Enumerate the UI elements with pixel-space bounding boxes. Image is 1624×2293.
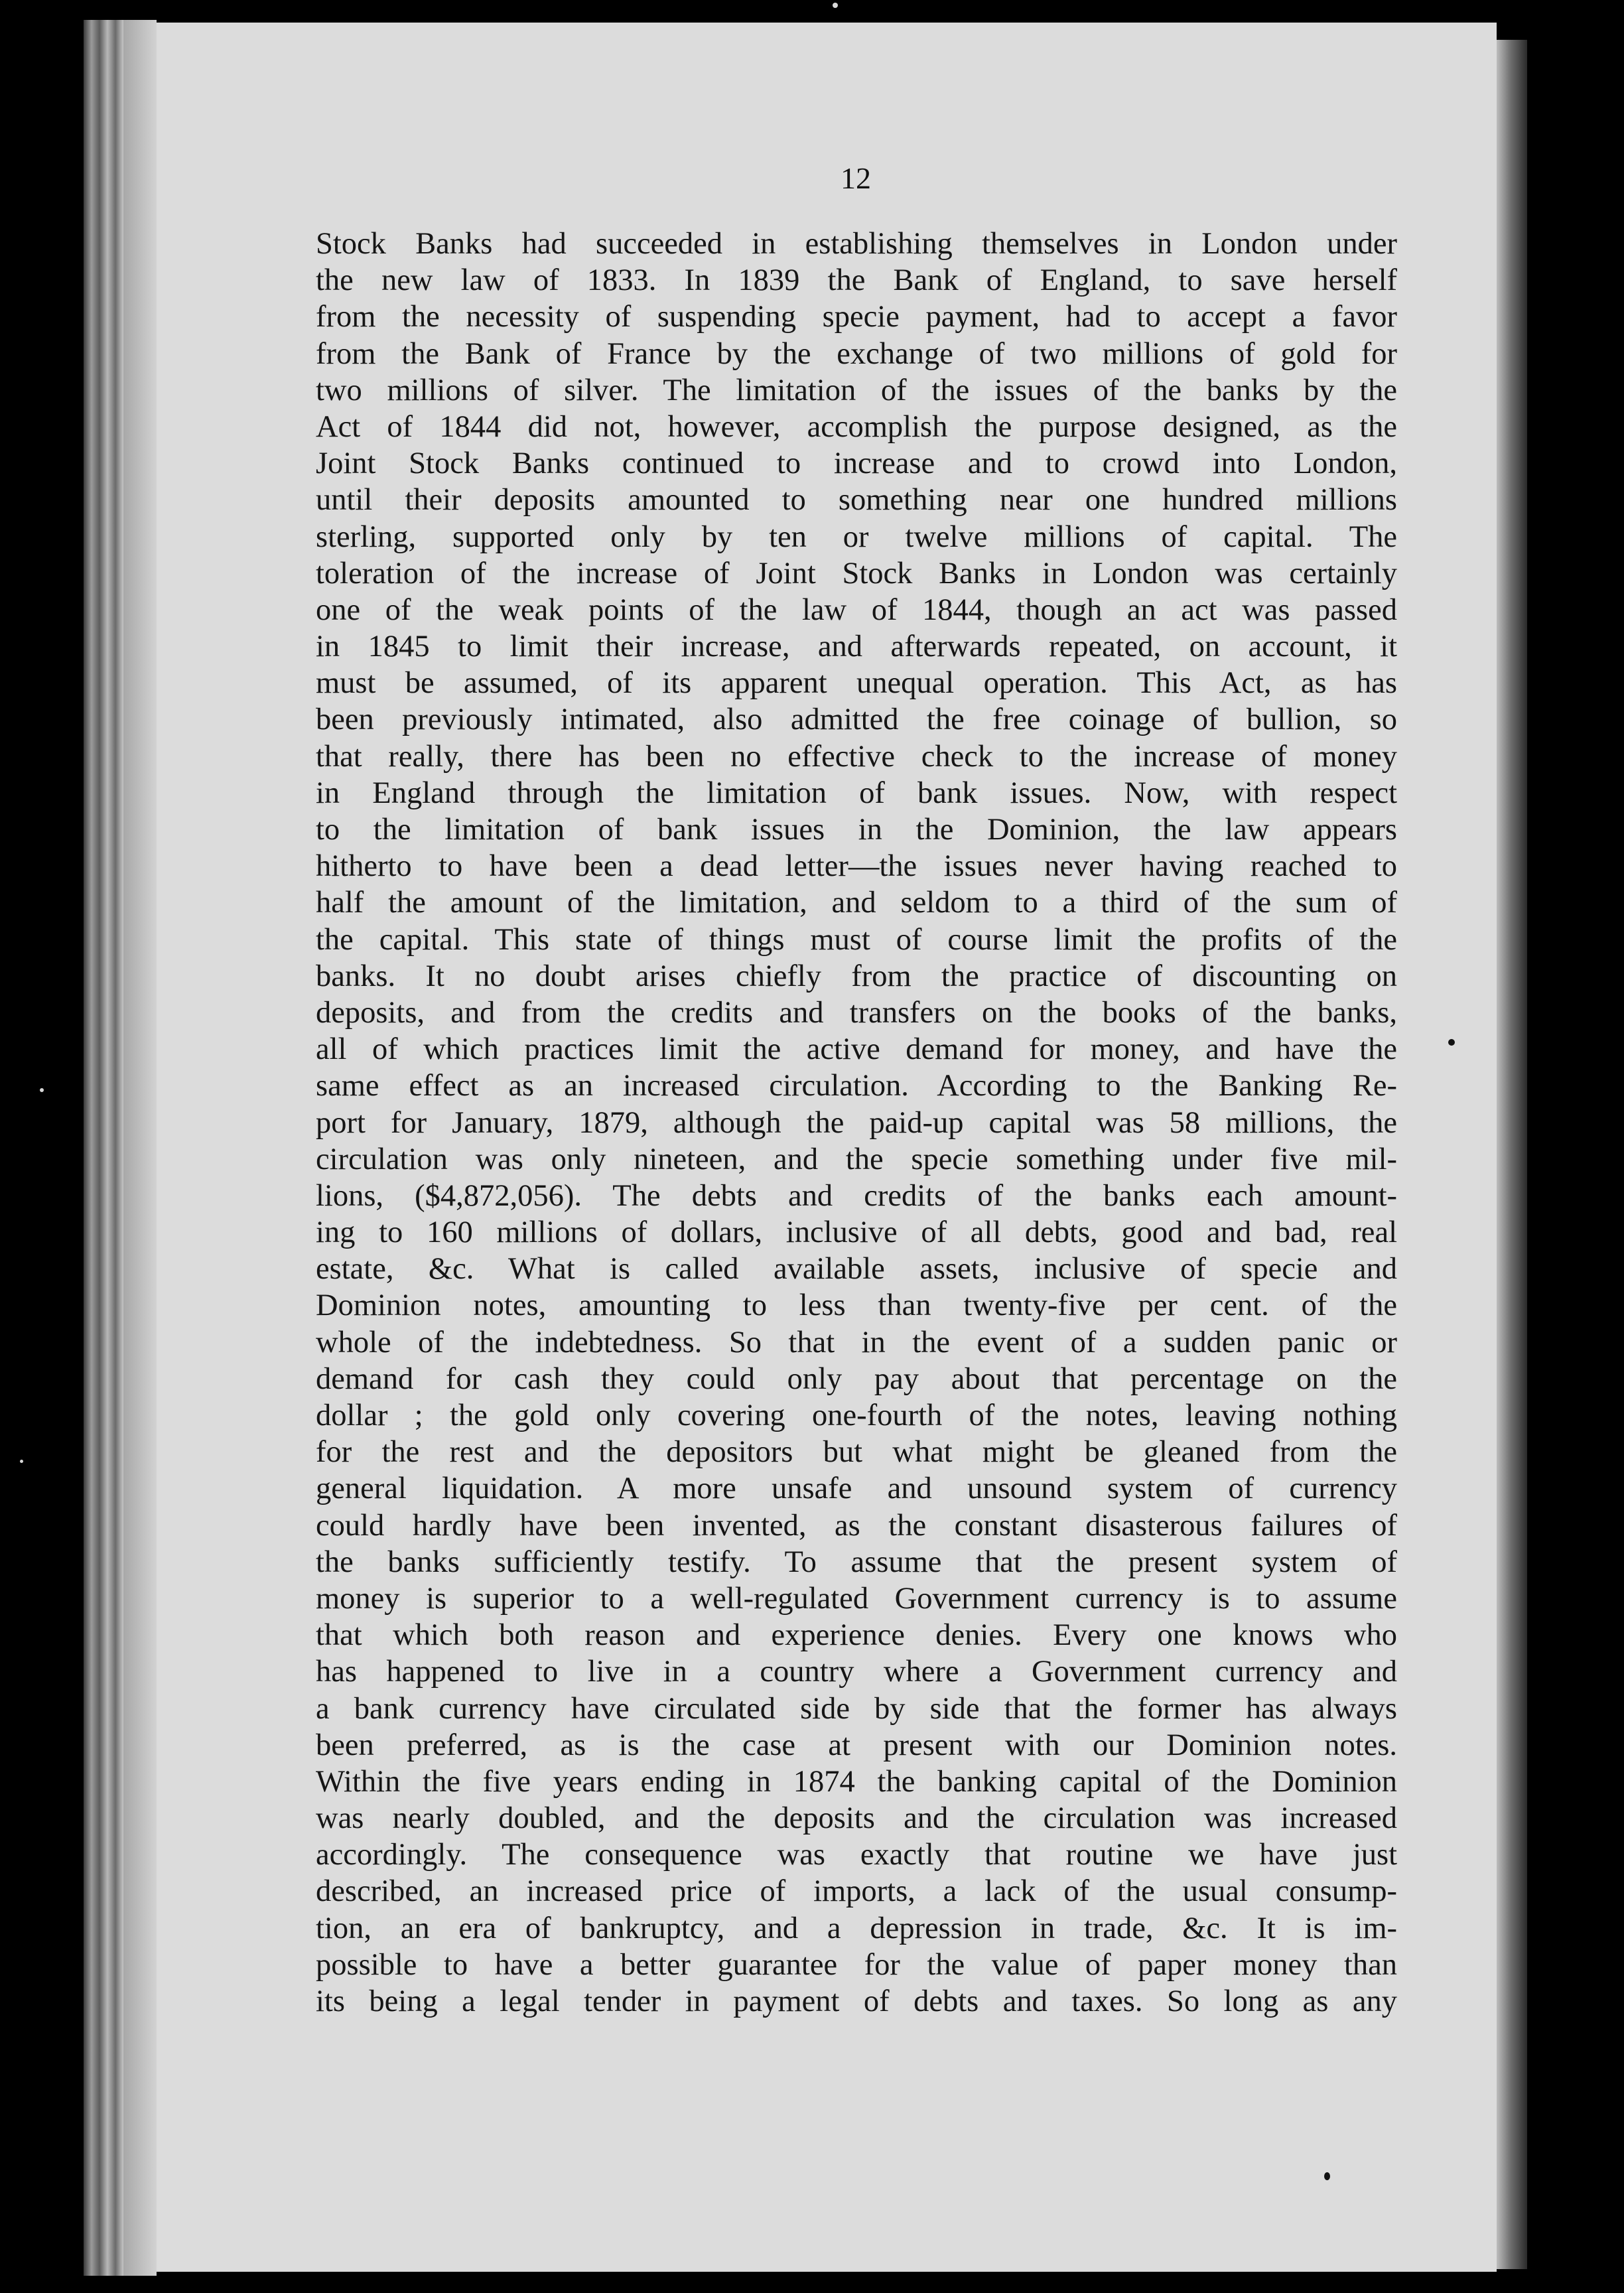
text-line: demand for cash they could only pay about that percentage on the xyxy=(316,1361,1397,1396)
text-line: must be assumed, of its apparent unequal operation. This Act, as has xyxy=(316,666,1397,701)
text-line: half the amount of the limitation, and seldom to a third of the sum of xyxy=(316,886,1397,920)
text-line: dollar ; the gold only covering one-fourth of the notes, leaving nothing xyxy=(316,1399,1397,1432)
scan-speck xyxy=(1448,1039,1455,1046)
text-line: Act of 1844 did not, however, accomplish the purpose designed, as the xyxy=(316,409,1397,444)
scan-speck xyxy=(833,3,838,8)
scan-speck xyxy=(1324,2172,1330,2180)
text-line: that which both reason and experience denies. Every one knows who xyxy=(316,1618,1397,1653)
text-line: port for January, 1879, although the paid-up capital was 58 millions, the xyxy=(316,1105,1397,1140)
text-line: has happened to live in a country where a Government currency and xyxy=(316,1655,1397,1689)
text-line: that really, there has been no effective check to the increase of money xyxy=(316,739,1397,774)
text-line: the banks sufficiently testify. To assume that the present system of xyxy=(316,1545,1397,1579)
text-line: possible to have a better guarantee for the value of paper money than xyxy=(316,1947,1397,1982)
text-line: in England through the limitation of bank issues. Now, with respect xyxy=(316,776,1397,810)
text-line: money is superior to a well-regulated Government currency is to assume xyxy=(316,1581,1397,1616)
scan-speck xyxy=(20,1460,23,1463)
page-edge-left xyxy=(84,20,123,2276)
text-line: tion, an era of bankruptcy, and a depression in trade, &c. It is im- xyxy=(316,1911,1397,1945)
text-line: its being a legal tender in payment of debts and taxes. So long as any xyxy=(316,1984,1397,2018)
text-line: accordingly. The consequence was exactly that routine we have just xyxy=(316,1838,1397,1872)
text-line: described, an increased price of imports, a lack of the usual consump- xyxy=(316,1874,1397,1909)
text-line: ing to 160 millions of dollars, inclusive of all debts, good and bad, real xyxy=(316,1216,1397,1250)
text-line: same effect as an increased circulation. According to the Banking Re- xyxy=(316,1069,1397,1103)
text-line: been preferred, as is the case at present with our Dominion notes. xyxy=(316,1728,1397,1762)
text-line: in 1845 to limit their increase, and afterwards repeated, on account, it xyxy=(316,630,1397,664)
text-line: sterling, supported only by ten or twelve millions of capital. The xyxy=(316,520,1397,554)
page-edge-right xyxy=(1497,40,1527,2269)
text-line: the capital. This state of things must of course limit the profits of the xyxy=(316,922,1397,957)
text-line: could hardly have been invented, as the constant disasterous failures of xyxy=(316,1508,1397,1543)
text-line: Joint Stock Banks continued to increase and to crowd into London, xyxy=(316,447,1397,481)
text-line: the new law of 1833. In 1839 the Bank of England, to save herself xyxy=(316,263,1397,298)
text-line: deposits, and from the credits and transfers on the books of the banks, xyxy=(316,995,1397,1030)
page-number: 12 xyxy=(841,161,871,195)
text-line: whole of the indebtedness. So that in the event of a sudden panic or xyxy=(316,1325,1397,1359)
scan-speck xyxy=(40,1088,44,1092)
body-text xyxy=(316,226,1397,2020)
text-line: from the necessity of suspending specie payment, had to accept a favor xyxy=(316,300,1397,334)
text-line: hitherto to have been a dead letter—the issues never having reached to xyxy=(316,849,1397,884)
text-line: was nearly doubled, and the deposits and the circulation was increased xyxy=(316,1801,1397,1836)
text-line: two millions of silver. The limitation of the issues of the banks by the xyxy=(316,373,1397,407)
text-line: from the Bank of France by the exchange of two millions of gold for xyxy=(316,336,1397,371)
text-line: to the limitation of bank issues in the Dominion, the law appears xyxy=(316,813,1397,847)
text-line: for the rest and the depositors but what might be gleaned from the xyxy=(316,1435,1397,1470)
text-line: lions, ($4,872,056). The debts and credits of the banks each amount- xyxy=(316,1178,1397,1213)
text-line: until their deposits amounted to something near one hundred millions xyxy=(316,483,1397,518)
text-line: one of the weak points of the law of 1844, though an act was passed xyxy=(316,592,1397,627)
text-line: estate, &c. What is called available assets, inclusive of specie and xyxy=(316,1252,1397,1286)
text-line: Within the five years ending in 1874 the banking capital of the Dominion xyxy=(316,1764,1397,1799)
text-line: circulation was only nineteen, and the specie something under five mil- xyxy=(316,1142,1397,1176)
page-edge-left-inner xyxy=(123,20,157,2276)
text-line: banks. It no doubt arises chiefly from the practice of discounting on xyxy=(316,959,1397,993)
text-line: a bank currency have circulated side by side that the former has always xyxy=(316,1691,1397,1726)
text-line: general liquidation. A more unsafe and unsound system of currency xyxy=(316,1472,1397,1506)
text-line: Dominion notes, amounting to less than twenty-five per cent. of the xyxy=(316,1288,1397,1323)
text-line: all of which practices limit the active demand for money, and have the xyxy=(316,1032,1397,1067)
text-line: been previously intimated, also admitted the free coinage of bullion, so xyxy=(316,703,1397,737)
text-line: Stock Banks had succeeded in establishing themselves in London under xyxy=(316,227,1397,261)
text-line: toleration of the increase of Joint Stock Banks in London was certainly xyxy=(316,556,1397,591)
